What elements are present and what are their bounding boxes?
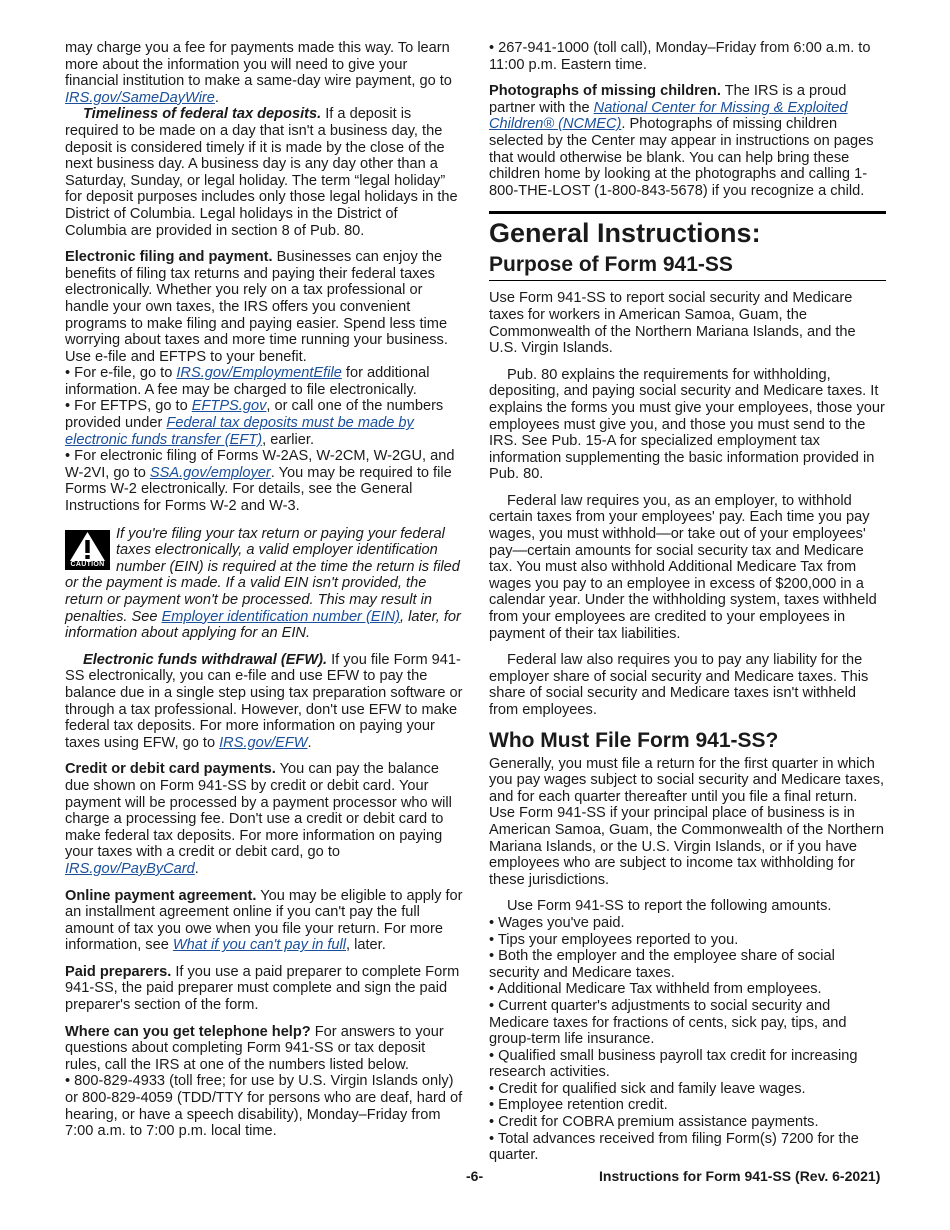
bullet-eftps: • For EFTPS, go to EFTPS.gov, or call one of the numbers provided under Federal tax deposits must be made by electronic funds transfer (EFT), earlier. bbox=[65, 398, 444, 448]
list-item: • Qualified small business payroll tax credit for increasing research activities. bbox=[489, 1047, 858, 1081]
caution-label: CAUTION bbox=[70, 560, 105, 568]
amounts-list bbox=[489, 915, 886, 1164]
left-column bbox=[65, 40, 463, 1140]
link-federal-tax-deposits-eft[interactable]: Federal tax deposits must be made by electronic funds transfer (EFT) bbox=[65, 415, 414, 448]
heading-electronic-filing: Electronic filing and payment. bbox=[65, 249, 273, 266]
link-cant-pay[interactable]: What if you can't pay in full bbox=[172, 937, 347, 954]
bullet-w2-electronic: • For electronic filing of Forms W-2AS, W-2CM, W-2GU, and W-2VI, go to SSA.gov/employer. You may be required to file Forms W-2 electronically. For details, see the General Instructions for Forms W-2 and W-3. bbox=[65, 448, 455, 515]
list-item: • Both the employer and the employee share of social security and Medicare taxes. bbox=[489, 948, 835, 981]
link-pay-by-card[interactable]: IRS.gov/PayByCard bbox=[65, 860, 195, 877]
list-item: • Current quarter's adjustments to social security and Medicare taxes for fractions of cents, sick pay, tips, and group-term life insurance. bbox=[489, 997, 847, 1048]
list-item: • Wages you've paid. bbox=[489, 914, 625, 931]
list-item: • Credit for COBRA premium assistance payments. bbox=[489, 1114, 819, 1131]
purpose-paragraph-1: Use Form 941-SS to report social security and Medicare taxes for workers in American Samoa, Guam, the Commonwealth of the Northern Mariana Islands, and the U.S. Virgin Islands. bbox=[489, 290, 856, 357]
paragraph-efw: Electronic funds withdrawal (EFW). If you file Form 941-SS electronically, you can e-file and use EFW to pay the balance due in a single step using tax preparation software or through a tax professional. However, don't use EFW to make federal tax deposits. For more information on paying your taxes using EFW, go to IRS.gov/EFW. bbox=[65, 651, 463, 751]
purpose-paragraph-2: Pub. 80 explains the requirements for withholding, depositing, and paying social security and Medicare taxes. It explains the forms you must give your employees, those your employees must give you, and those you must send to the IRS. See Pub. 15-A for specialized employment tax information supplementing the basic information provided in Pub. 80. bbox=[489, 366, 885, 483]
link-employment-efile[interactable]: IRS.gov/EmploymentEfile bbox=[176, 365, 342, 382]
right-column bbox=[489, 40, 886, 1164]
heading-paid-preparers: Paid preparers. bbox=[65, 963, 172, 980]
general-instructions-heading: General Instructions: bbox=[489, 218, 761, 249]
list-item: • Total advances received from filing Form(s) 7200 for the quarter. bbox=[489, 1130, 859, 1164]
who-paragraph-1: Generally, you must file a return for the first quarter in which you pay wages subject to social security and Medicare taxes, and for each quarter thereafter until you file a final return. Use Form 941-SS if your principal place of business is in American Samoa, Guam, the Commonwealth of the Northern Mariana Islands, or the U.S. Virgin Islands, or if you have employees who are subject to income tax withholding for these jurisdictions. bbox=[489, 755, 885, 888]
paragraph-card-payments: Credit or debit card payments. You can pay the balance due shown on Form 941-SS by credit or debit card. Your payment will be processed by a payment processor who will charge a processing fee. Don't use a credit or debit card to make federal tax deposits. For more information on paying your taxes with a credit or debit card, go to IRS.gov/PayByCard. bbox=[65, 761, 452, 877]
list-item: • Additional Medicare Tax withheld from employees. bbox=[489, 981, 822, 998]
heading-telephone-help: Where can you get telephone help? bbox=[65, 1023, 311, 1040]
link-ncmec[interactable]: National Center for Missing & Exploited Children® (NCMEC) bbox=[489, 99, 848, 133]
who-must-file-heading: Who Must File Form 941-SS? bbox=[489, 728, 779, 752]
list-item: • Employee retention credit. bbox=[489, 1097, 668, 1114]
paragraph-electronic-filing: Electronic filing and payment. Businesses can enjoy the benefits of filing tax returns and paying their federal taxes electronically. Whether you rely on a tax professional or handle your own taxes, the IRS offers you convenient programs to make filing and paying easier. Spend less time worrying about taxes and more time running your business. Use e-file and EFTPS to your benefit. bbox=[65, 249, 448, 365]
link-ein[interactable]: Employer identification number (EIN) bbox=[161, 608, 401, 625]
heading-missing-children: Photographs of missing children. bbox=[489, 83, 721, 100]
section-divider bbox=[489, 211, 886, 214]
bullet-efile: • For e-file, go to IRS.gov/EmploymentEfile for additional information. A fee may be charged to file electronically. bbox=[65, 365, 430, 398]
bullet-phone-toll-call: • 267-941-1000 (toll call), Monday–Friday from 6:00 a.m. to 11:00 p.m. Eastern time. bbox=[489, 40, 871, 73]
heading-underline bbox=[489, 280, 886, 281]
link-eftps[interactable]: EFTPS.gov bbox=[191, 398, 267, 415]
heading-timeliness: Timeliness of federal tax deposits. bbox=[83, 106, 322, 123]
caution-note: CAUTION If you're filing your tax return or paying your federal taxes electronically, a valid employer identification number (EIN) is required at the time the return is filed or the payment is made. If a valid EIN isn't provided, the return or payment won't be processed. This may result in penalties. See Employer identification number (EIN), later, for information about applying for an EIN. bbox=[65, 525, 461, 642]
warning-triangle-icon bbox=[69, 531, 106, 562]
heading-online-agreement: Online payment agreement. bbox=[65, 887, 257, 904]
list-item: • Credit for qualified sick and family leave wages. bbox=[489, 1080, 806, 1097]
page-number: -6- bbox=[466, 1168, 484, 1184]
caution-icon bbox=[65, 530, 110, 570]
paragraph-timeliness: Timeliness of federal tax deposits. If a deposit is required to be made on a day that isn't a business day, the deposit is considered timely if it is made by the close of the next business day. A business day is any day other than a Saturday, Sunday, or legal holiday. The term “legal holiday” for deposit purposes includes only those legal holidays in the District of Columbia. Legal holidays in the District of Columbia are provided in section 8 of Pub. 80. bbox=[65, 106, 458, 239]
purpose-paragraph-4: Federal law also requires you to pay any liability for the employer share of social security and Medicare taxes. This share of social security and Medicare taxes isn't withheld from employees. bbox=[489, 652, 869, 718]
heading-efw: Electronic funds withdrawal (EFW). bbox=[83, 651, 328, 668]
who-paragraph-2: Use Form 941-SS to report the following amounts. bbox=[507, 898, 832, 915]
bullet-phone-toll-free: • 800-829-4933 (toll free; for use by U.S. Virgin Islands only) or 800-829-4059 (TDD/TTY for persons who are deaf, hard of hearing, or have a speech disability), Monday–Friday from 7:00 a.m. to 7:00 p.m. local time. bbox=[65, 1073, 463, 1140]
paragraph-same-day-wire: may charge you a fee for payments made this way. To learn more about the information you will need to give your financial institution to make a same-day wire payment, go to IRS.gov/SameDayWire. bbox=[65, 40, 452, 106]
link-irs-efw[interactable]: IRS.gov/EFW bbox=[219, 734, 308, 751]
document-title: Instructions for Form 941-SS (Rev. 6-2021) bbox=[599, 1168, 881, 1184]
purpose-heading: Purpose of Form 941-SS bbox=[489, 253, 733, 277]
paragraph-telephone-help: Where can you get telephone help? For answers to your questions about completing Form 941-SS or tax deposit rules, call the IRS at one of the numbers listed below. bbox=[65, 1023, 444, 1073]
link-same-day-wire[interactable]: IRS.gov/SameDayWire bbox=[65, 89, 215, 106]
paragraph-online-agreement: Online payment agreement. You may be eligible to apply for an installment agreement online if you can't pay the full amount of tax you owe when you file your return. For more information, see What if you can't pay in full, later. bbox=[65, 887, 463, 954]
heading-card-payments: Credit or debit card payments. bbox=[65, 761, 276, 778]
purpose-paragraph-3: Federal law requires you, as an employer, to withhold certain taxes from your employees' pay. Each time you pay wages, you must withhold—or take out of your employees' pay—certain amounts for social security tax and Medicare tax. You must also withhold Additional Medicare Tax from wages you pay to an employee in excess of $200,000 in a calendar year. Under the withholding system, taxes withheld from your employees are credited to your employees in payment of their tax liabilities. bbox=[489, 492, 877, 642]
list-item: • Tips your employees reported to you. bbox=[489, 931, 739, 948]
paragraph-missing-children: Photographs of missing children. The IRS is a proud partner with the National Center for Missing & Exploited Children® (NCMEC). Photographs of missing children selected by the Center may appear in instructions on pages that would otherwise be blank. You can help bring these children home by looking at the photographs and calling 1-800-THE-LOST (1-800-843-5678) if you recognize a child. bbox=[489, 83, 874, 199]
link-ssa-employer[interactable]: SSA.gov/employer bbox=[149, 464, 271, 481]
paragraph-paid-preparers: Paid preparers. If you use a paid preparer to complete Form 941-SS, the paid preparer must complete and sign the paid preparer's section of the form. bbox=[65, 963, 460, 1014]
